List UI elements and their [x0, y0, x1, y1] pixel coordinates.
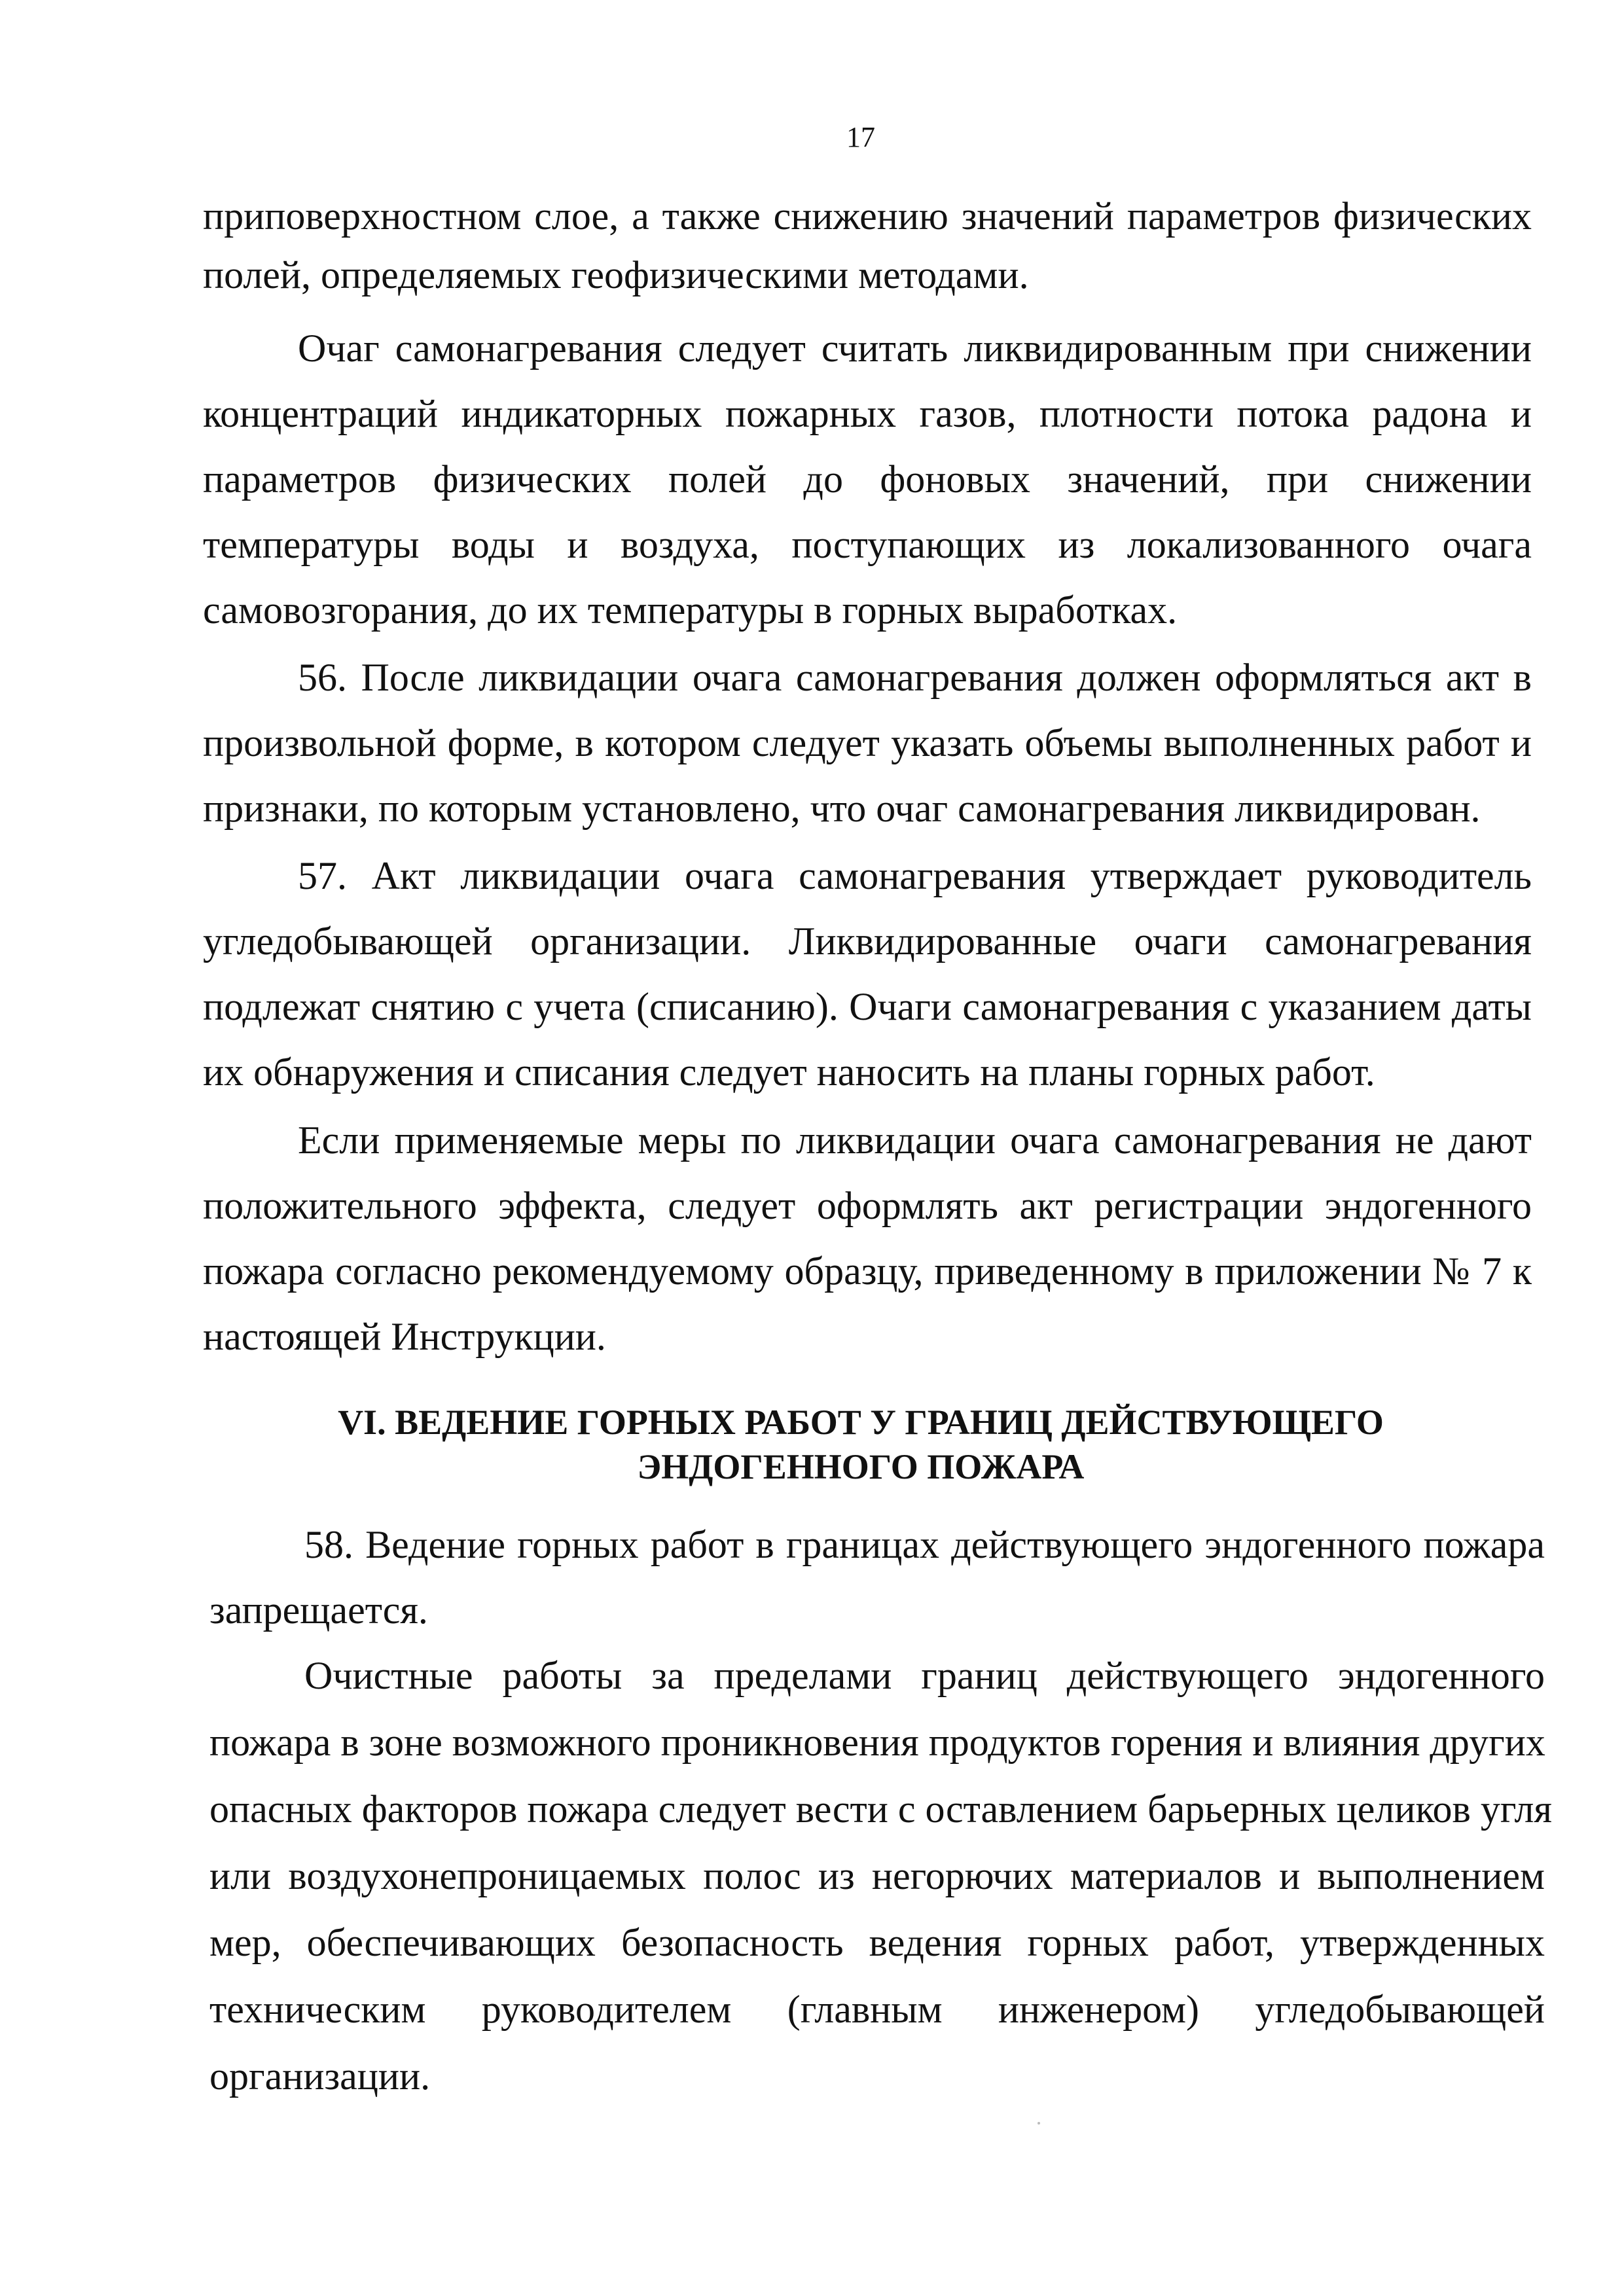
paragraph-56 [203, 651, 1532, 830]
section-heading-line-1: VI. ВЕДЕНИЕ ГОРНЫХ РАБОТ У ГРАНИЦ ДЕЙСТВУЮЩЕГО [338, 1403, 1384, 1442]
text-line: полей, определяемых геофизическими методами. [203, 253, 1029, 296]
text-line: организации. [209, 2054, 431, 2098]
text-line: произвольной форме, в котором следует указать объемы выполненных работ и [203, 721, 1532, 764]
text-line: 56. После ликвидации очага самонагревания должен оформляться акт в [298, 656, 1532, 699]
text-line: Очистные работы за пределами границ действующего эндогенного [304, 1654, 1545, 1697]
text-line: 57. Акт ликвидации очага самонагревания утверждает руководитель [298, 854, 1532, 897]
text-line: угледобывающей организации. Ликвидированные очаги самонагревания [203, 920, 1532, 963]
text-line: Очаг самонагревания следует считать ликвидированным при снижении [298, 327, 1532, 370]
text-line: техническим руководителем (главным инженером) угледобывающей [209, 1988, 1545, 2031]
text-line: Если применяемые меры по ликвидации очага самонагревания не дают [298, 1119, 1532, 1162]
text-line: параметров физических полей до фоновых значений, при снижении [203, 457, 1532, 501]
paragraph [209, 1649, 1552, 2108]
text-line: признаки, по которым установлено, что очаг самонагревания ликвидирован. [203, 787, 1481, 830]
paragraph [203, 1114, 1532, 1358]
page-number: 17 [846, 121, 875, 153]
text-line: температуры воды и воздуха, поступающих из локализованного очага [203, 523, 1532, 566]
text-line: пожара согласно рекомендуемому образцу, приведенному в приложении № 7 к [203, 1249, 1532, 1293]
paragraph [203, 322, 1532, 632]
text-line: концентраций индикаторных пожарных газов, плотности потока радона и [203, 392, 1532, 435]
text-line: самовозгорания, до их температуры в горных выработках. [203, 588, 1178, 632]
text-line: или воздухонепроницаемых полос из негорючих материалов и выполнением [209, 1854, 1545, 1897]
text-line: опасных факторов пожара следует вести с оставлением барьерных целиков угля [209, 1787, 1552, 1831]
text-line: 58. Ведение горных работ в границах действующего эндогенного пожара [304, 1523, 1545, 1566]
paragraph-57 [203, 850, 1532, 1094]
paragraph [203, 190, 1532, 295]
text-line: пожара в зоне возможного проникновения продуктов горения и влияния других [209, 1721, 1545, 1764]
section-heading-line-2: ЭНДОГЕННОГО ПОЖАРА [637, 1447, 1085, 1486]
scan-speck [1038, 2122, 1040, 2125]
paragraph-58 [209, 1518, 1545, 1636]
text-line: настоящей Инструкции. [203, 1315, 606, 1358]
text-line: мер, обеспечивающих безопасность ведения горных работ, утвержденных [209, 1921, 1545, 1964]
text-line: положительного эффекта, следует оформлять акт регистрации эндогенного [203, 1184, 1532, 1227]
text-line: подлежат снятию с учета (списанию). Очаги самонагревания с указанием даты [203, 985, 1532, 1028]
text-line: их обнаружения и списания следует наносить на планы горных работ. [203, 1050, 1375, 1094]
text-line: приповерхностном слое, а также снижению значений параметров физических [203, 194, 1532, 238]
text-line: запрещается. [209, 1588, 428, 1632]
